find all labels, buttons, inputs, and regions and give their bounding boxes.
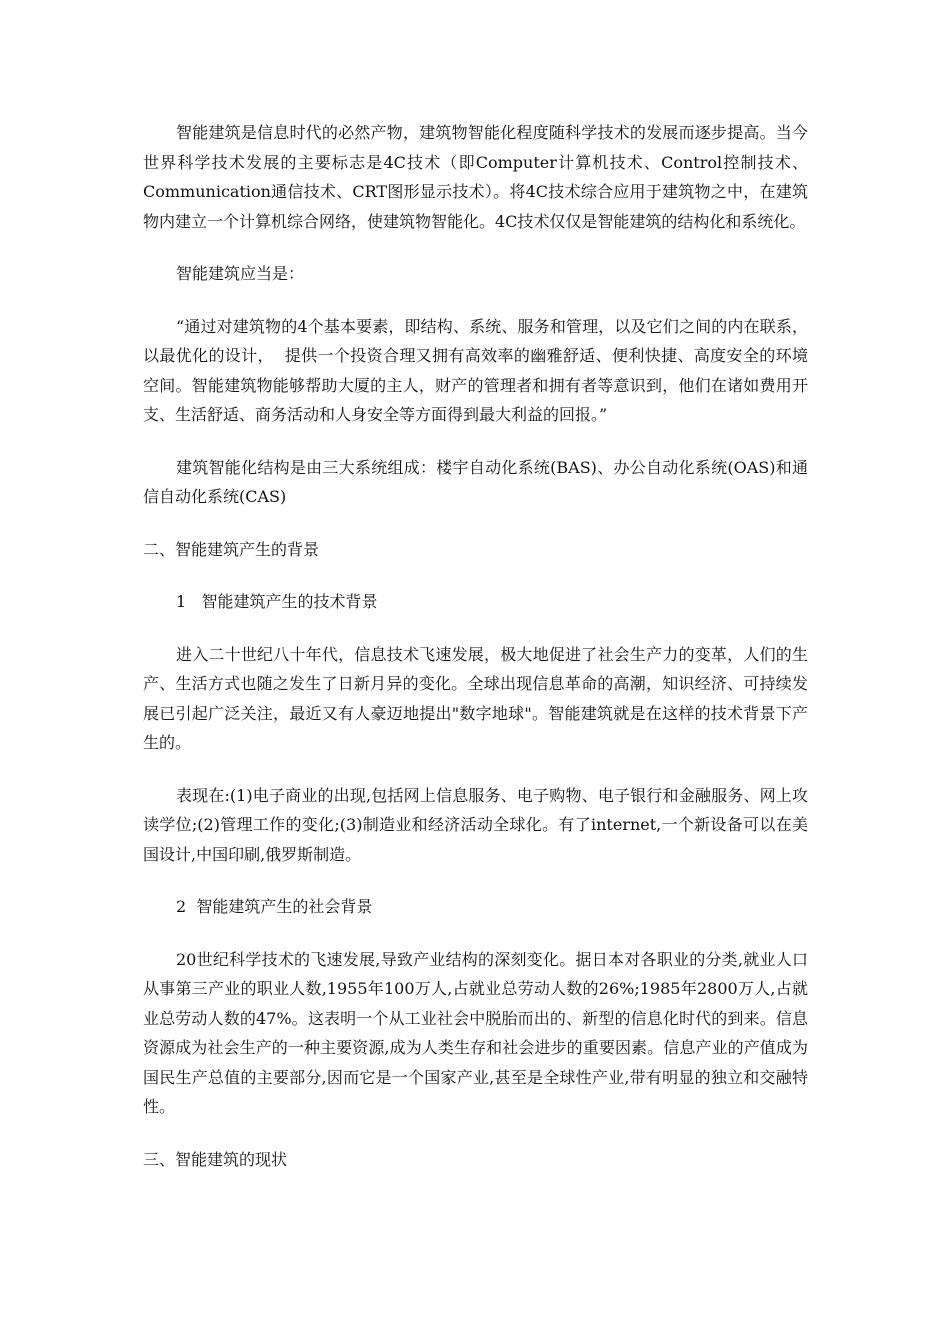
section-heading-2: 二、智能建筑产生的背景 xyxy=(143,539,320,559)
subsection-heading-2: 2 智能建筑产生的社会背景 xyxy=(176,897,373,916)
intro-paragraph: 智能建筑是信息时代的必然产物，建筑物智能化程度随科学技术的发展而逐步提高。当今世界科学技术发展的主要标志是4C技术（即Computer计算机技术、Control控制技术、Communication通信技术、CRT图形显示技术）。将4C技术综合应用于建筑物之中，在建筑物内建立一个计算机综合网络，使建筑物智能化。4C技术仅仅是智能建筑的结构化和系统化。 xyxy=(143,123,808,231)
structure-paragraph: 建筑智能化结构是由三大系统组成：楼宇自动化系统(BAS)、办公自动化系统(OAS)和通信自动化系统(CAS) xyxy=(143,457,808,506)
subsection-heading-1: 1 智能建筑产生的技术背景 xyxy=(176,592,378,611)
tech-background-paragraph: 进入二十世纪八十年代，信息技术飞速发展，极大地促进了社会生产力的变革，人们的生产、生活方式也随之发生了日新月异的变化。全球出现信息革命的高潮，知识经济、可持续发展已引起广泛关注，最近又有人豪迈地提出"数字地球"。智能建筑就是在这样的技术背景下产生的。 xyxy=(143,644,808,752)
social-background-paragraph: 20世纪科学技术的飞速发展,导致产业结构的深刻变化。据日本对各职业的分类,就业人口从事第三产业的职业人数,1955年100万人,占就业总劳动人数的26%;1985年2800万人,占就业总劳动人数的47%。这表明一个从工业社会中脱胎而出的、新型的信息化时代的到来。信息资源成为社会生产的一种主要资源,成为人类生存和社会进步的重要因素。信息产业的产值成为国民生产总值的主要部分,因而它是一个国家产业,甚至是全球性产业,带有明显的独立和交融特性。 xyxy=(143,949,808,1116)
definition-quote: “通过对建筑物的4个基本要素，即结构、系统、服务和管理，以及它们之间的内在联系，以最优化的设计， 提供一个投资合理又拥有高效率的幽雅舒适、便利快捷、高度安全的环境空间。智能建筑物能够帮助大厦的主人，财产的管理者和拥有者等意识到，他们在诸如费用开支、生活舒适、商务活动和人身安全等方面得到最大利益的回报。” xyxy=(143,316,808,424)
section-heading-3: 三、智能建筑的现状 xyxy=(143,1149,288,1169)
document-page xyxy=(143,118,808,1197)
definition-lead: 智能建筑应当是： xyxy=(176,264,305,283)
manifestation-paragraph: 表现在:(1)电子商业的出现,包括网上信息服务、电子购物、电子银行和金融服务、网上攻读学位;(2)管理工作的变化;(3)制造业和经济活动全球化。有了internet,一个新设备可以在美国设计,中国印刷,俄罗斯制造。 xyxy=(143,785,808,864)
